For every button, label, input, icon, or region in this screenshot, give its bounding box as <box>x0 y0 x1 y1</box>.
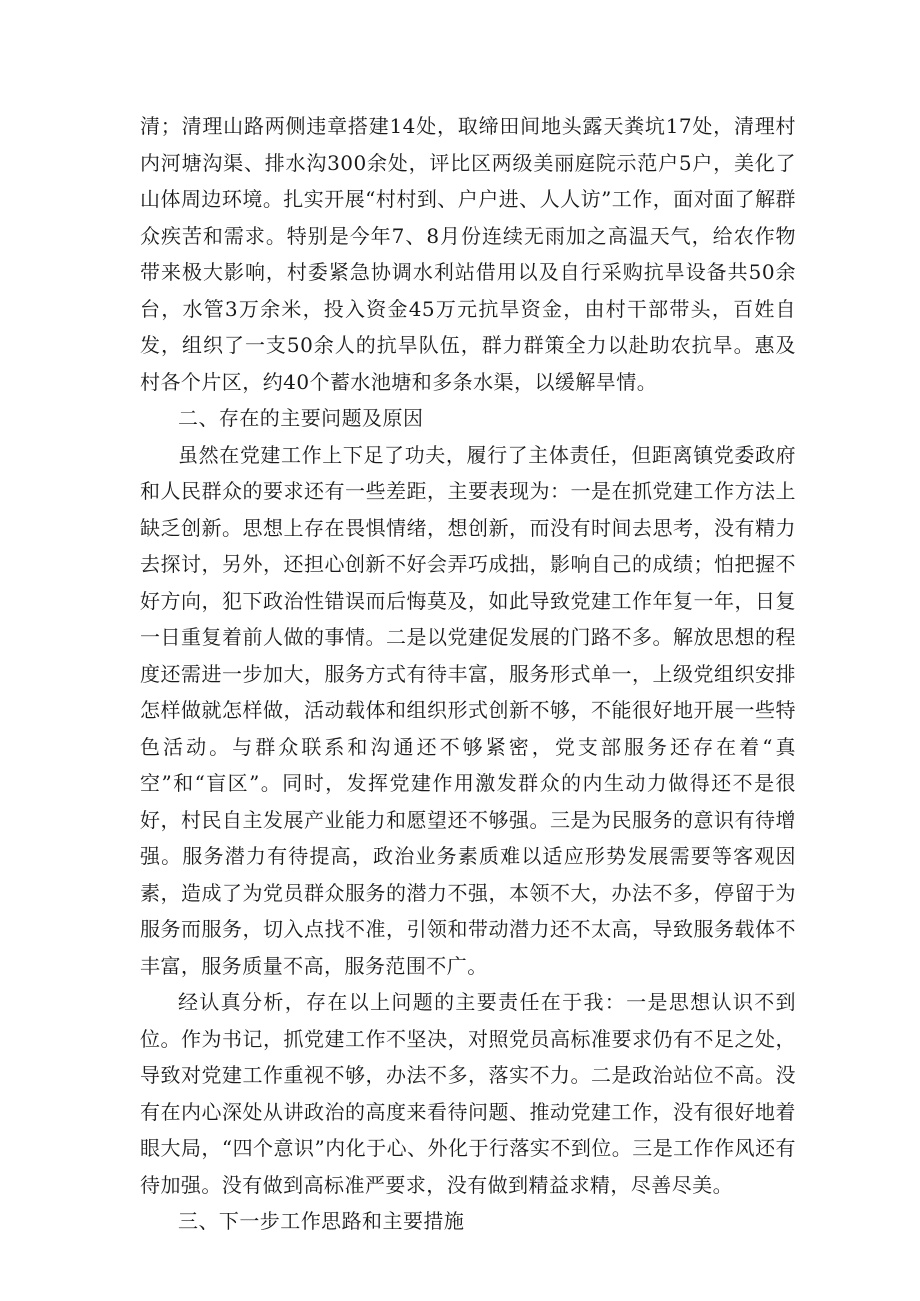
section-heading-3: 三、下一步工作思路和主要措施 <box>178 1209 465 1233</box>
paragraph-problems: 虽然在党建工作上下足了功夫，履行了主体责任，但距离镇党委政府和人民群众的要求还有一些差距，主要表现为：一是在抓党建工作方法上缺乏创新。思想上存在畏惧情绪，想创新，而没有时间去思考，没有精力去探讨，另外，还担心创新不好会弄巧成拙，影响自己的成绩；怕把握不好方向，犯下政治性错误而后悔莫及，如此导致党建工作年复一年，日复一日重复着前人做的事情。二是以党建促发展的门路不多。解放思想的程度还需进一步加大，服务方式有待丰富，服务形式单一，上级党组织安排怎样做就怎样做，活动载体和组织形式创新不够，不能很好地开展一些特色活动。与群众联系和沟通还不够紧密，党支部服务还存在着“真空”和“盲区”。同时，发挥党建作用激发群众的内生动力做得还不是很好，村民自主发展产业能力和愿望还不够强。三是为民服务的意识有待增强。服务潜力有待提高，政治业务素质难以适应形势发展需要等客观因素，造成了为党员群众服务的潜力不强，本领不大，办法不多，停留于为服务而服务，切入点找不准，引领和带动潜力还不太高，导致服务载体不丰富，服务质量不高，服务范围不广。 <box>140 442 796 978</box>
paragraph-analysis: 经认真分析，存在以上问题的主要责任在于我：一是思想认识不到位。作为书记，抓党建工作不坚决，对照党员高标准要求仍有不足之处，导致对党建工作重视不够，办法不多，落实不力。二是政治站位不高。没有在内心深处从讲政治的高度来看待问题、推动党建工作，没有很好地着眼大局，“四个意识”内化于心、外化于行落实不到位。三是工作作风还有待加强。没有做到高标准严要求，没有做到精益求精，尽善尽美。 <box>140 990 796 1197</box>
section-heading-2: 二、存在的主要问题及原因 <box>178 406 424 430</box>
document-body <box>140 108 796 1240</box>
paragraph-continuation: 清；清理山路两侧违章搭建14处，取缔田间地头露天粪坑17处，清理村内河塘沟渠、排水沟300余处，评比区两级美丽庭院示范户5户，美化了山体周边环境。扎实开展“村村到、户户进、人人访”工作，面对面了解群众疾苦和需求。特别是今年7、8月份连续无雨加之高温天气，给农作物带来极大影响，村委紧急协调水利站借用以及自行采购抗旱设备共50余台，水管3万余米，投入资金45万元抗旱资金，由村干部带头，百姓自发，组织了一支50余人的抗旱队伍，群力群策全力以赴助农抗旱。惠及村各个片区，约40个蓄水池塘和多条水渠，以缓解旱情。 <box>140 114 796 394</box>
